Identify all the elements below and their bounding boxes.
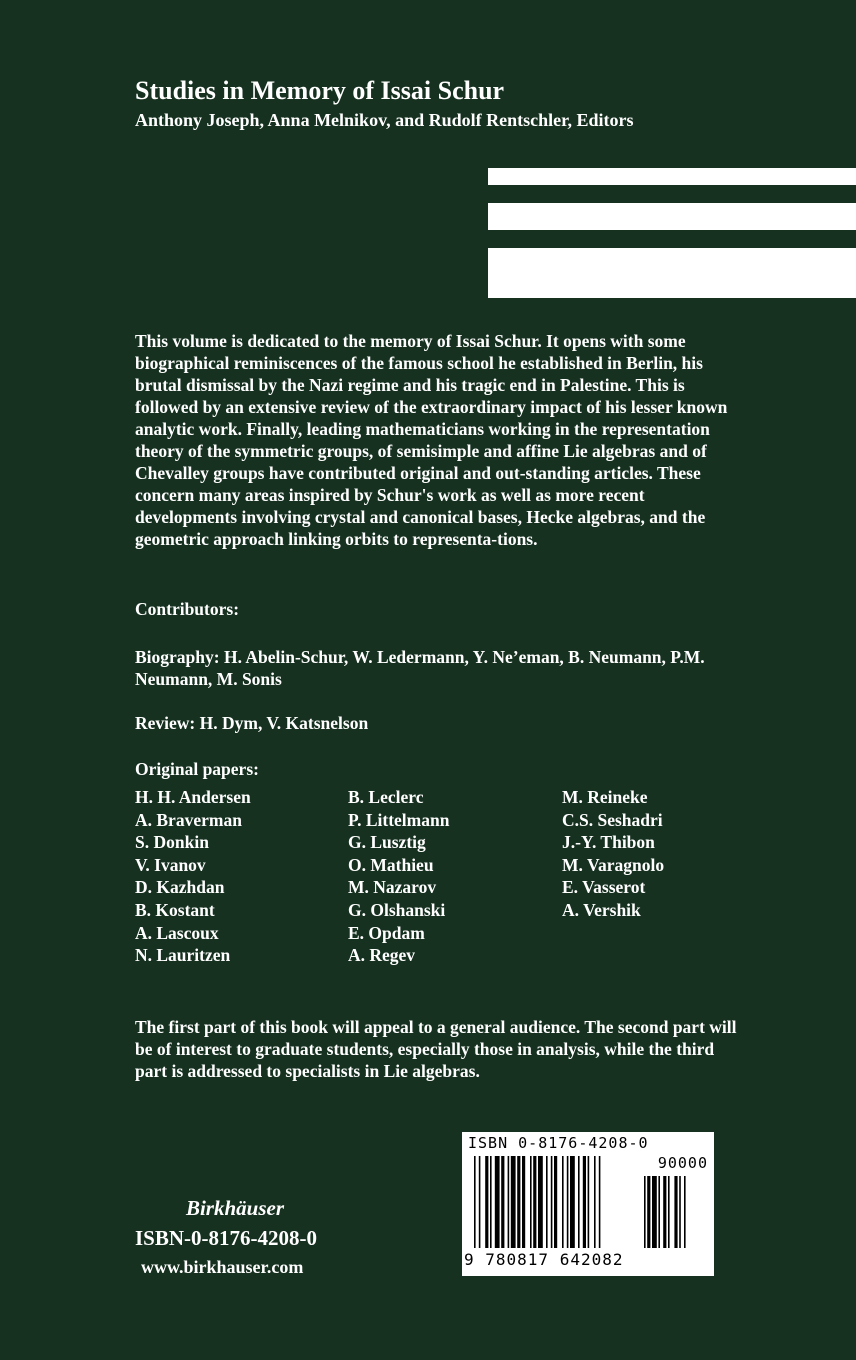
contributor-name: M. Varagnolo <box>562 854 665 875</box>
barcode-addon-bar <box>658 1176 660 1248</box>
contributors-heading: Contributors: <box>135 599 240 619</box>
barcode-bar <box>508 1156 510 1248</box>
barcode-addon-bar <box>684 1176 686 1248</box>
contributor-name: B. Kostant <box>135 899 215 920</box>
contributor-name: A. Vershik <box>562 899 641 920</box>
barcode-addon-bar <box>668 1176 670 1248</box>
contributor-name: J.-Y. Thibon <box>562 832 655 853</box>
editors-line: Anthony Joseph, Anna Melnikov, and Rudolf Rentschler, Editors <box>135 110 634 130</box>
contributor-name: A. Lascoux <box>135 922 219 943</box>
decorative-stripe-3 <box>488 248 856 298</box>
barcode-bar <box>474 1156 476 1248</box>
barcode-addon-bar <box>647 1176 650 1248</box>
contributor-name: M. Nazarov <box>348 877 437 898</box>
barcode-bar <box>594 1156 596 1248</box>
contributor-name: P. Littelmann <box>348 809 450 830</box>
publisher-name: Birkhäuser <box>185 1196 285 1220</box>
isbn-barcode <box>462 1132 714 1276</box>
barcode-bar <box>501 1156 504 1248</box>
contributor-name: A. Regev <box>348 945 416 966</box>
review-contributors: Review: H. Dym, V. Katsnelson <box>135 713 369 733</box>
barcode-addon-bar <box>644 1176 646 1248</box>
barcode-digits: 9 780817 642082 <box>464 1250 624 1269</box>
contributor-name: D. Kazhdan <box>135 877 225 898</box>
barcode-bar <box>479 1156 481 1248</box>
biography-contributors: Biography: H. Abelin-Schur, W. Ledermann, Y. Ne’eman, B. Neumann, P.M. Neumann, M. Sonis <box>135 647 705 689</box>
barcode-addon-bar <box>674 1176 677 1248</box>
barcode-bar <box>567 1156 569 1248</box>
barcode-bar <box>517 1156 520 1248</box>
barcode-addon-bar <box>652 1176 657 1248</box>
closing-paragraph: The first part of this book will appeal to a general audience. The second part will be of interest to graduate students, especially those in analysis, while the third part is addressed to specialists in Lie algebras. <box>135 1017 737 1081</box>
contributor-name: M. Reineke <box>562 787 648 807</box>
description-paragraph: This volume is dedicated to the memory of Issai Schur. It opens with some biographical reminiscences of the famous school he established in Berlin, his brutal dismissal by the Nazi regime and his tragic end in Palestine. This is followed by an extensive review of the extraordinary impact of his lesser known analytic work. Finally, leading mathematicians working in the representation theory of the symmetric groups, of semisimple and affine Lie algebras and of Chevalley groups have contributed original and out-standing articles. These concern many areas inspired by Schur's work as well as more recent developments involving crystal and canonical bases, Hecke algebras, and the geometric approach linking orbits to representa-tions. <box>135 331 728 549</box>
book-title: Studies in Memory of Issai Schur <box>135 76 505 105</box>
contributor-name: N. Lauritzen <box>135 945 231 966</box>
barcode-bar <box>538 1156 543 1248</box>
decorative-stripe-2 <box>488 203 856 230</box>
barcode-addon-number: 90000 <box>657 1154 708 1172</box>
barcode-bar <box>495 1156 500 1248</box>
barcode-isbn-label: ISBN 0-8176-4208-0 <box>468 1134 649 1152</box>
barcode-bar <box>599 1156 601 1248</box>
publisher-url: www.birkhauser.com <box>141 1257 304 1277</box>
barcode-bar <box>551 1156 553 1248</box>
contributor-name: G. Olshanski <box>348 899 446 920</box>
contributor-name: O. Mathieu <box>348 854 434 875</box>
contributor-name: V. Ivanov <box>135 854 206 875</box>
barcode-bar <box>546 1156 548 1248</box>
contributor-name: B. Leclerc <box>348 787 424 807</box>
contributor-name: C.S. Seshadri <box>562 809 663 830</box>
barcode-bar <box>578 1156 580 1248</box>
contributor-name: G. Lusztig <box>348 832 426 853</box>
barcode-bar <box>522 1156 525 1248</box>
papers-column-3 <box>562 786 664 922</box>
barcode-bar <box>570 1156 575 1248</box>
barcode-bar <box>533 1156 536 1248</box>
barcode-bar <box>554 1156 557 1248</box>
barcode-bar <box>490 1156 492 1248</box>
barcode-bar <box>583 1156 586 1248</box>
contributor-name: S. Donkin <box>135 832 209 853</box>
papers-column-1 <box>135 786 251 967</box>
contributor-name: H. H. Andersen <box>135 787 251 807</box>
barcode-bar <box>530 1156 532 1248</box>
papers-column-2 <box>348 786 449 967</box>
barcode-bar <box>562 1156 564 1248</box>
isbn-text: ISBN-0-8176-4208-0 <box>135 1226 317 1250</box>
contributor-name: A. Braverman <box>135 809 242 830</box>
barcode-addon-bar <box>679 1176 681 1248</box>
barcode-bar <box>485 1156 488 1248</box>
original-papers-heading: Original papers: <box>135 759 259 779</box>
barcode-addon-bar <box>663 1176 666 1248</box>
decorative-stripe-1 <box>488 168 856 185</box>
barcode-bar <box>588 1156 590 1248</box>
barcode-bar <box>511 1156 516 1248</box>
contributor-name: E. Opdam <box>348 922 425 943</box>
contributor-name: E. Vasserot <box>562 877 646 898</box>
